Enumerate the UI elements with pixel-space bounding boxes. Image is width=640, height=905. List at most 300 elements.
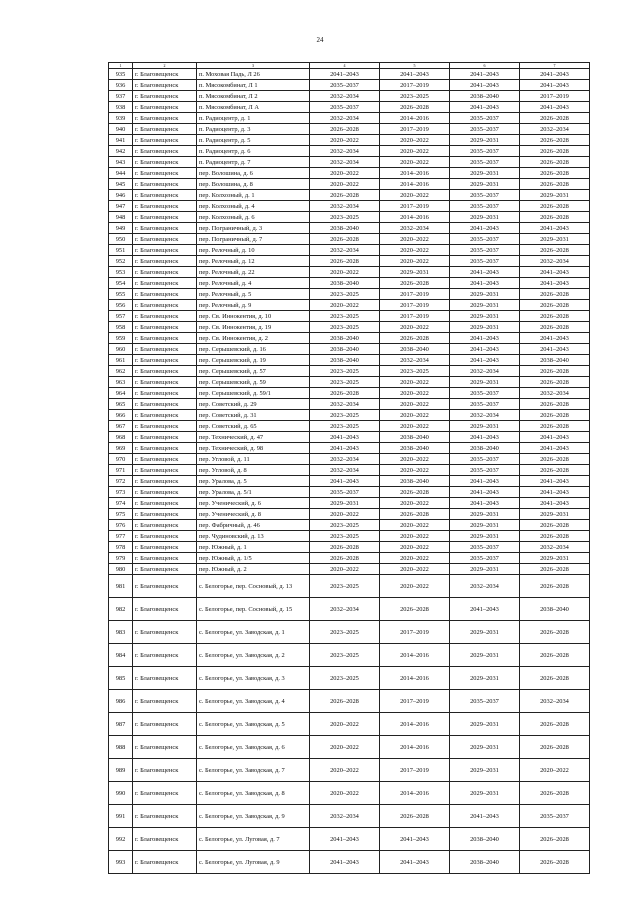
table-row (109, 598, 590, 621)
period-col7-cell: 2032–2034 (520, 256, 590, 267)
period-col7-cell: 2041–2043 (520, 80, 590, 91)
period-col6-cell: 2035–2037 (450, 124, 520, 135)
table-row (109, 69, 590, 80)
period-col6-cell: 2035–2037 (450, 201, 520, 212)
row-number: 968 (109, 432, 133, 443)
table-row (109, 736, 590, 759)
period-col6-cell: 2029–2031 (450, 782, 520, 805)
table-row (109, 644, 590, 667)
period-col4-cell: 2041–2043 (310, 443, 380, 454)
table-row (109, 388, 590, 399)
column-header: 4 (310, 63, 380, 69)
period-col4-cell: 2023–2025 (310, 531, 380, 542)
period-col7-cell: 2026–2028 (520, 713, 590, 736)
address-cell: с. Белогорье, ул. Заводская, д. 2 (197, 644, 310, 667)
row-number: 987 (109, 713, 133, 736)
column-header: 5 (380, 63, 450, 69)
period-col5-cell: 2014–2016 (380, 113, 450, 124)
city-cell: г. Благовещенск (133, 124, 197, 135)
city-cell: г. Благовещенск (133, 575, 197, 598)
address-cell: п. Мясокомбинат, Л 2 (197, 91, 310, 102)
period-col5-cell: 2017–2019 (380, 300, 450, 311)
period-col7-cell: 2041–2043 (520, 498, 590, 509)
address-cell: п. Радиоцентр, д. 6 (197, 146, 310, 157)
city-cell: г. Благовещенск (133, 443, 197, 454)
address-cell: пер. Советский, д. 31 (197, 410, 310, 421)
period-col5-cell: 2029–2031 (380, 267, 450, 278)
period-col6-cell: 2029–2031 (450, 135, 520, 146)
table-row (109, 399, 590, 410)
address-cell: пер. Уралова, д. 5/1 (197, 487, 310, 498)
city-cell: г. Благовещенск (133, 421, 197, 432)
row-number: 942 (109, 146, 133, 157)
city-cell: г. Благовещенск (133, 300, 197, 311)
period-col6-cell: 2029–2031 (450, 644, 520, 667)
period-col6-cell: 2041–2043 (450, 487, 520, 498)
city-cell: г. Благовещенск (133, 212, 197, 223)
period-col6-cell: 2035–2037 (450, 454, 520, 465)
period-col4-cell: 2035–2037 (310, 102, 380, 113)
period-col6-cell: 2035–2037 (450, 553, 520, 564)
table-row (109, 553, 590, 564)
city-cell: г. Благовещенск (133, 667, 197, 690)
address-cell: пер. Релочный, д. 9 (197, 300, 310, 311)
period-col6-cell: 2038–2040 (450, 851, 520, 874)
city-cell: г. Благовещенск (133, 531, 197, 542)
city-cell: г. Благовещенск (133, 498, 197, 509)
period-col7-cell: 2041–2043 (520, 432, 590, 443)
period-col4-cell: 2020–2022 (310, 267, 380, 278)
city-cell: г. Благовещенск (133, 399, 197, 410)
city-cell: г. Благовещенск (133, 333, 197, 344)
period-col7-cell: 2026–2028 (520, 113, 590, 124)
city-cell: г. Благовещенск (133, 851, 197, 874)
period-col6-cell: 2029–2031 (450, 621, 520, 644)
table-row (109, 245, 590, 256)
period-col5-cell: 2020–2022 (380, 421, 450, 432)
period-col6-cell: 2029–2031 (450, 168, 520, 179)
city-cell: г. Благовещенск (133, 598, 197, 621)
period-col4-cell: 2020–2022 (310, 782, 380, 805)
table-row (109, 465, 590, 476)
period-col7-cell: 2026–2028 (520, 366, 590, 377)
period-col5-cell: 2014–2016 (380, 644, 450, 667)
address-cell: пер. Релочный, д. 10 (197, 245, 310, 256)
row-number: 992 (109, 828, 133, 851)
period-col5-cell: 2014–2016 (380, 667, 450, 690)
table-row (109, 454, 590, 465)
period-col4-cell: 2023–2025 (310, 212, 380, 223)
period-col6-cell: 2035–2037 (450, 190, 520, 201)
period-col7-cell: 2026–2028 (520, 300, 590, 311)
row-number: 973 (109, 487, 133, 498)
period-col6-cell: 2041–2043 (450, 805, 520, 828)
address-cell: пер. Св. Иннокентия, д. 19 (197, 322, 310, 333)
period-col4-cell: 2038–2040 (310, 344, 380, 355)
period-col4-cell: 2020–2022 (310, 168, 380, 179)
period-col6-cell: 2041–2043 (450, 278, 520, 289)
period-col4-cell: 2023–2025 (310, 575, 380, 598)
period-col5-cell: 2038–2040 (380, 443, 450, 454)
address-cell: с. Белогорье, пер. Сосновый, д. 13 (197, 575, 310, 598)
period-col4-cell: 2023–2025 (310, 289, 380, 300)
row-number: 989 (109, 759, 133, 782)
city-cell: г. Благовещенск (133, 234, 197, 245)
period-col4-cell: 2026–2028 (310, 388, 380, 399)
row-number: 953 (109, 267, 133, 278)
period-col4-cell: 2023–2025 (310, 311, 380, 322)
column-header: 3 (197, 63, 310, 69)
table-row (109, 168, 590, 179)
city-cell: г. Благовещенск (133, 223, 197, 234)
row-number: 970 (109, 454, 133, 465)
table-row (109, 300, 590, 311)
period-col4-cell: 2041–2043 (310, 828, 380, 851)
period-col5-cell: 2023–2025 (380, 366, 450, 377)
row-number: 946 (109, 190, 133, 201)
period-col7-cell: 2026–2028 (520, 667, 590, 690)
city-cell: г. Благовещенск (133, 713, 197, 736)
table-row (109, 410, 590, 421)
period-col4-cell: 2023–2025 (310, 377, 380, 388)
table-row (109, 621, 590, 644)
row-number: 980 (109, 564, 133, 575)
row-number: 952 (109, 256, 133, 267)
period-col4-cell: 2032–2034 (310, 157, 380, 168)
city-cell: г. Благовещенск (133, 289, 197, 300)
address-cell: пер. Релочный, д. 12 (197, 256, 310, 267)
period-col7-cell: 2026–2028 (520, 311, 590, 322)
row-number: 938 (109, 102, 133, 113)
period-col5-cell: 2020–2022 (380, 531, 450, 542)
table-row (109, 713, 590, 736)
address-cell: пер. Серышевский, д. 16 (197, 344, 310, 355)
address-cell: пер. Серышевский, д. 19 (197, 355, 310, 366)
address-cell: п. Моховая Падь, Л 26 (197, 69, 310, 80)
table-row (109, 851, 590, 874)
period-col7-cell: 2026–2028 (520, 135, 590, 146)
period-col7-cell: 2026–2028 (520, 245, 590, 256)
period-col4-cell: 2026–2028 (310, 234, 380, 245)
period-col6-cell: 2035–2037 (450, 388, 520, 399)
period-col5-cell: 2017–2019 (380, 124, 450, 135)
row-number: 977 (109, 531, 133, 542)
table-row (109, 113, 590, 124)
city-cell: г. Благовещенск (133, 487, 197, 498)
period-col5-cell: 2026–2028 (380, 278, 450, 289)
period-col5-cell: 2014–2016 (380, 179, 450, 190)
period-col4-cell: 2032–2034 (310, 399, 380, 410)
city-cell: г. Благовещенск (133, 344, 197, 355)
period-col7-cell: 2026–2028 (520, 322, 590, 333)
period-col6-cell: 2032–2034 (450, 575, 520, 598)
period-col4-cell: 2032–2034 (310, 454, 380, 465)
period-col6-cell: 2029–2031 (450, 300, 520, 311)
period-col5-cell: 2014–2016 (380, 212, 450, 223)
table-row (109, 157, 590, 168)
period-col7-cell: 2041–2043 (520, 267, 590, 278)
address-cell: пер. Угловой, д. 8 (197, 465, 310, 476)
period-col5-cell: 2020–2022 (380, 410, 450, 421)
period-col6-cell: 2029–2031 (450, 289, 520, 300)
period-col6-cell: 2041–2043 (450, 355, 520, 366)
address-cell: с. Белогорье, ул. Заводская, д. 6 (197, 736, 310, 759)
row-number: 965 (109, 399, 133, 410)
row-number: 944 (109, 168, 133, 179)
city-cell: г. Благовещенск (133, 782, 197, 805)
row-number: 966 (109, 410, 133, 421)
period-col7-cell: 2026–2028 (520, 146, 590, 157)
period-col5-cell: 2026–2028 (380, 487, 450, 498)
address-cell: с. Белогорье, ул. Заводская, д. 3 (197, 667, 310, 690)
period-col7-cell: 2026–2028 (520, 531, 590, 542)
period-col5-cell: 2017–2019 (380, 621, 450, 644)
period-col4-cell: 2032–2034 (310, 805, 380, 828)
period-col4-cell: 2023–2025 (310, 667, 380, 690)
address-cell: пер. Колхозный, д. 6 (197, 212, 310, 223)
period-col5-cell: 2020–2022 (380, 575, 450, 598)
table-row (109, 146, 590, 157)
address-cell: п. Мясокомбинат, Л А (197, 102, 310, 113)
row-number: 958 (109, 322, 133, 333)
city-cell: г. Благовещенск (133, 267, 197, 278)
address-cell: пер. Серышевский, д. 59/1 (197, 388, 310, 399)
address-cell: пер. Релочный, д. 4 (197, 278, 310, 289)
table-row (109, 377, 590, 388)
period-col7-cell: 2026–2028 (520, 564, 590, 575)
column-header: 1 (109, 63, 133, 69)
period-col4-cell: 2032–2034 (310, 91, 380, 102)
period-col7-cell: 2035–2037 (520, 805, 590, 828)
period-col4-cell: 2038–2040 (310, 333, 380, 344)
period-col7-cell: 2032–2034 (520, 690, 590, 713)
period-col5-cell: 2014–2016 (380, 713, 450, 736)
address-cell: с. Белогорье, пер. Сосновый, д. 15 (197, 598, 310, 621)
period-col4-cell: 2023–2025 (310, 322, 380, 333)
row-number: 984 (109, 644, 133, 667)
city-cell: г. Благовещенск (133, 542, 197, 553)
period-col7-cell: 2041–2043 (520, 223, 590, 234)
period-col5-cell: 2026–2028 (380, 805, 450, 828)
table-row (109, 498, 590, 509)
address-cell: п. Радиоцентр, д. 1 (197, 113, 310, 124)
period-col4-cell: 2020–2022 (310, 736, 380, 759)
period-col5-cell: 2026–2028 (380, 102, 450, 113)
period-col7-cell: 2026–2028 (520, 621, 590, 644)
column-header: 7 (520, 63, 590, 69)
period-col6-cell: 2041–2043 (450, 102, 520, 113)
table-row (109, 278, 590, 289)
period-col7-cell: 2029–2031 (520, 553, 590, 564)
period-col6-cell: 2029–2031 (450, 736, 520, 759)
row-number: 978 (109, 542, 133, 553)
period-col6-cell: 2035–2037 (450, 245, 520, 256)
period-col7-cell: 2026–2028 (520, 782, 590, 805)
table-row (109, 80, 590, 91)
period-col5-cell: 2017–2019 (380, 289, 450, 300)
period-col6-cell: 2032–2034 (450, 410, 520, 421)
address-cell: пер. Св. Иннокентия, д. 10 (197, 311, 310, 322)
period-col4-cell: 2032–2034 (310, 146, 380, 157)
address-cell: пер. Волошина, д. 6 (197, 168, 310, 179)
period-col7-cell: 2026–2028 (520, 377, 590, 388)
address-cell: пер. Серышевский, д. 57 (197, 366, 310, 377)
row-number: 967 (109, 421, 133, 432)
period-col4-cell: 2026–2028 (310, 553, 380, 564)
period-col6-cell: 2029–2031 (450, 179, 520, 190)
city-cell: г. Благовещенск (133, 278, 197, 289)
row-number: 976 (109, 520, 133, 531)
city-cell: г. Благовещенск (133, 168, 197, 179)
city-cell: г. Благовещенск (133, 245, 197, 256)
period-col4-cell: 2041–2043 (310, 476, 380, 487)
period-col6-cell: 2041–2043 (450, 267, 520, 278)
table-row (109, 575, 590, 598)
period-col4-cell: 2023–2025 (310, 520, 380, 531)
address-cell: п. Радиоцентр, д. 3 (197, 124, 310, 135)
period-col4-cell: 2026–2028 (310, 256, 380, 267)
period-col5-cell: 2020–2022 (380, 388, 450, 399)
address-cell: пер. Южный, д. 1/5 (197, 553, 310, 564)
address-cell: с. Белогорье, ул. Луговая, д. 9 (197, 851, 310, 874)
period-col5-cell: 2020–2022 (380, 234, 450, 245)
period-col4-cell: 2023–2025 (310, 621, 380, 644)
row-number: 949 (109, 223, 133, 234)
row-number: 947 (109, 201, 133, 212)
period-col4-cell: 2026–2028 (310, 690, 380, 713)
row-number: 969 (109, 443, 133, 454)
city-cell: г. Благовещенск (133, 410, 197, 421)
table-row (109, 344, 590, 355)
period-col7-cell: 2041–2043 (520, 344, 590, 355)
period-col7-cell: 2026–2028 (520, 168, 590, 179)
period-col5-cell: 2020–2022 (380, 377, 450, 388)
row-number: 982 (109, 598, 133, 621)
period-col5-cell: 2020–2022 (380, 564, 450, 575)
period-col5-cell: 2020–2022 (380, 157, 450, 168)
period-col5-cell: 2026–2028 (380, 598, 450, 621)
period-col4-cell: 2032–2034 (310, 598, 380, 621)
period-col4-cell: 2035–2037 (310, 487, 380, 498)
table-row (109, 476, 590, 487)
period-col6-cell: 2035–2037 (450, 465, 520, 476)
period-col4-cell: 2041–2043 (310, 851, 380, 874)
period-col5-cell: 2014–2016 (380, 736, 450, 759)
period-col4-cell: 2029–2031 (310, 498, 380, 509)
period-col6-cell: 2041–2043 (450, 69, 520, 80)
row-number: 990 (109, 782, 133, 805)
period-col5-cell: 2020–2022 (380, 322, 450, 333)
city-cell: г. Благовещенск (133, 828, 197, 851)
row-number: 940 (109, 124, 133, 135)
table-row (109, 102, 590, 113)
period-col5-cell: 2026–2028 (380, 509, 450, 520)
period-col4-cell: 2026–2028 (310, 190, 380, 201)
address-cell: пер. Пограничный, д. 3 (197, 223, 310, 234)
city-cell: г. Благовещенск (133, 644, 197, 667)
period-col5-cell: 2023–2025 (380, 91, 450, 102)
row-number: 993 (109, 851, 133, 874)
table-row (109, 267, 590, 278)
table-row (109, 443, 590, 454)
period-col5-cell: 2020–2022 (380, 245, 450, 256)
period-col5-cell: 2020–2022 (380, 135, 450, 146)
period-col5-cell: 2020–2022 (380, 256, 450, 267)
table-row (109, 311, 590, 322)
period-col4-cell: 2020–2022 (310, 759, 380, 782)
row-number: 936 (109, 80, 133, 91)
city-cell: г. Благовещенск (133, 553, 197, 564)
row-number: 961 (109, 355, 133, 366)
period-col7-cell: 2026–2028 (520, 289, 590, 300)
address-cell: пер. Релочный, д. 22 (197, 267, 310, 278)
city-cell: г. Благовещенск (133, 256, 197, 267)
address-cell: пер. Ученический, д. 8 (197, 509, 310, 520)
period-col6-cell: 2041–2043 (450, 476, 520, 487)
period-col7-cell: 2026–2028 (520, 454, 590, 465)
period-col5-cell: 2032–2034 (380, 355, 450, 366)
period-col4-cell: 2041–2043 (310, 69, 380, 80)
period-col7-cell: 2038–2040 (520, 598, 590, 621)
table-row (109, 667, 590, 690)
row-number: 975 (109, 509, 133, 520)
period-col7-cell: 2026–2028 (520, 179, 590, 190)
table-row (109, 322, 590, 333)
row-number: 960 (109, 344, 133, 355)
city-cell: г. Благовещенск (133, 201, 197, 212)
period-col5-cell: 2032–2034 (380, 223, 450, 234)
period-col5-cell: 2038–2040 (380, 476, 450, 487)
table-row (109, 201, 590, 212)
period-col7-cell: 2026–2028 (520, 157, 590, 168)
period-col7-cell: 2038–2040 (520, 355, 590, 366)
period-col6-cell: 2029–2031 (450, 509, 520, 520)
period-col7-cell: 2041–2043 (520, 476, 590, 487)
row-number: 954 (109, 278, 133, 289)
row-number: 964 (109, 388, 133, 399)
period-col6-cell: 2029–2031 (450, 564, 520, 575)
city-cell: г. Благовещенск (133, 621, 197, 644)
address-cell: пер. Релочный, д. 5 (197, 289, 310, 300)
row-number: 963 (109, 377, 133, 388)
table-row (109, 135, 590, 146)
period-col5-cell: 2017–2019 (380, 201, 450, 212)
row-number: 959 (109, 333, 133, 344)
period-col4-cell: 2023–2025 (310, 421, 380, 432)
city-cell: г. Благовещенск (133, 476, 197, 487)
row-number: 986 (109, 690, 133, 713)
period-col6-cell: 2029–2031 (450, 520, 520, 531)
period-col6-cell: 2038–2040 (450, 443, 520, 454)
city-cell: г. Благовещенск (133, 190, 197, 201)
period-col5-cell: 2020–2022 (380, 454, 450, 465)
city-cell: г. Благовещенск (133, 388, 197, 399)
period-col6-cell: 2041–2043 (450, 498, 520, 509)
city-cell: г. Благовещенск (133, 736, 197, 759)
period-col4-cell: 2035–2037 (310, 80, 380, 91)
table-row (109, 542, 590, 553)
address-cell: с. Белогорье, ул. Заводская, д. 8 (197, 782, 310, 805)
city-cell: г. Благовещенск (133, 509, 197, 520)
address-cell: пер. Св. Иннокентия, д. 2 (197, 333, 310, 344)
address-cell: пер. Ученический, д. 6 (197, 498, 310, 509)
address-cell: с. Белогорье, ул. Заводская, д. 5 (197, 713, 310, 736)
period-col5-cell: 2014–2016 (380, 782, 450, 805)
period-col5-cell: 2017–2019 (380, 759, 450, 782)
period-col5-cell: 2017–2019 (380, 311, 450, 322)
city-cell: г. Благовещенск (133, 805, 197, 828)
period-col5-cell: 2020–2022 (380, 190, 450, 201)
